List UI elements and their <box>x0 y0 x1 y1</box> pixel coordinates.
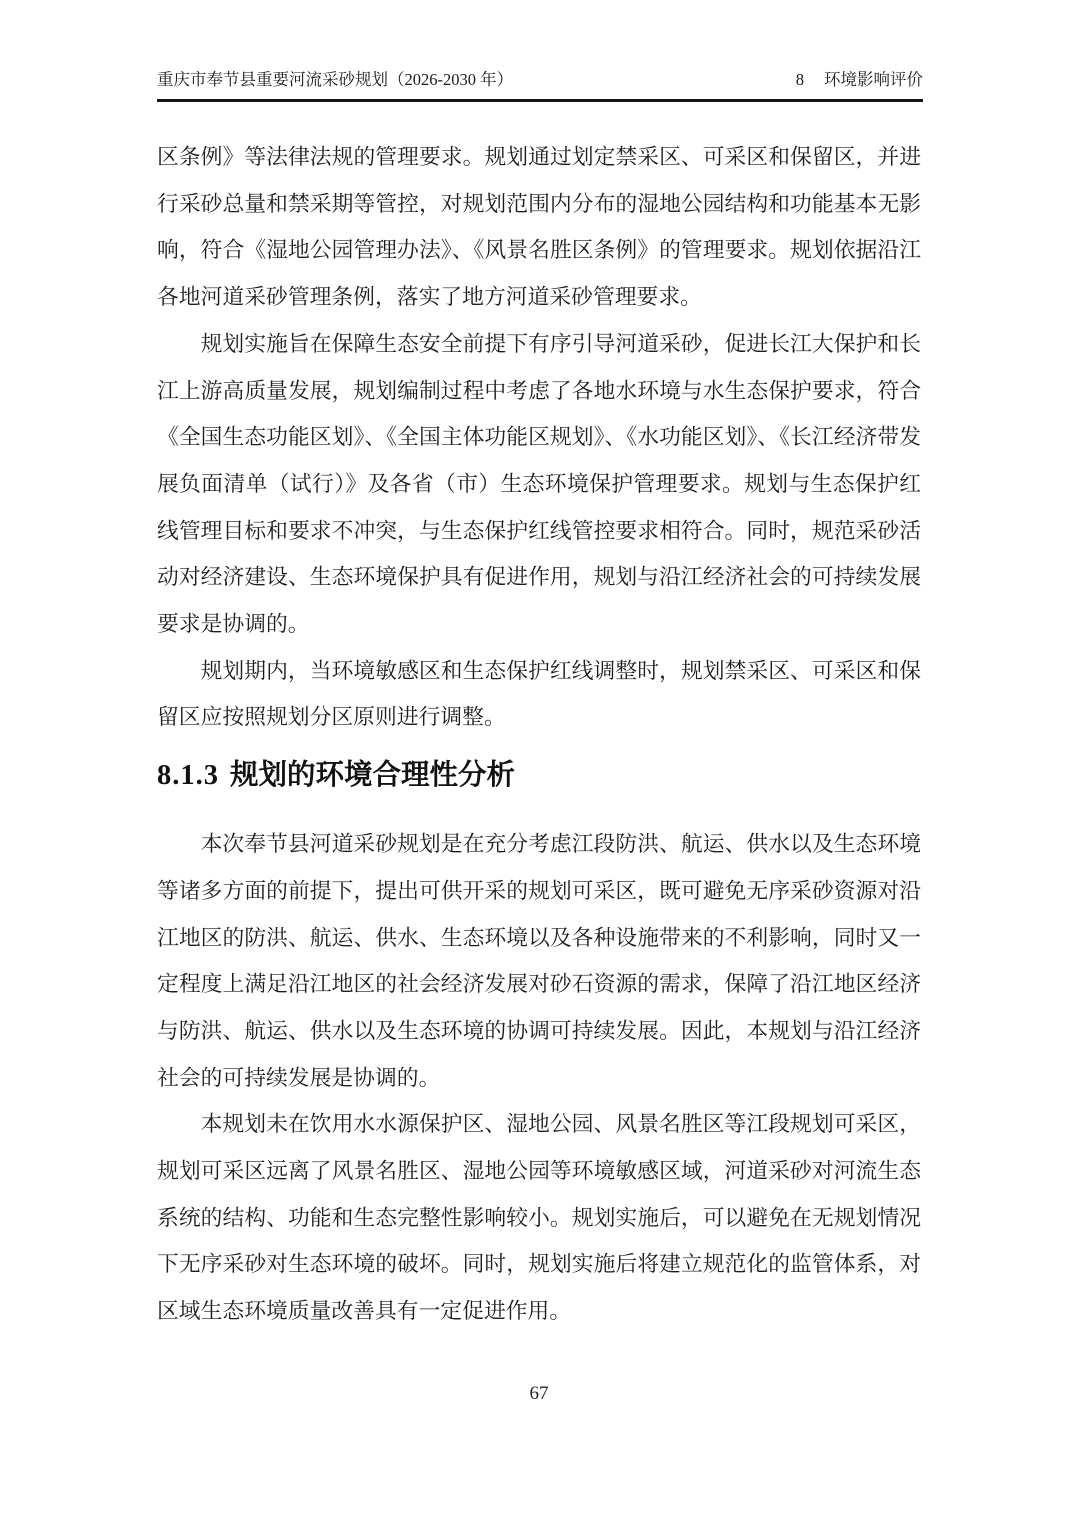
paragraph-continuation: 区条例》等法律法规的管理要求。规划通过划定禁采区、可采区和保留区，并进行采砂总量和禁采期等管控，对规划范围内分布的湿地公园结构和功能基本无影响，符合《湿地公园管理办法》、《风景名胜区条例》的管理要求。规划依据沿江各地河道采砂管理条例，落实了地方河道采砂管理要求。 <box>157 145 921 310</box>
page-footer <box>157 1383 921 1405</box>
page-body <box>157 134 921 1335</box>
header-rule <box>157 99 923 102</box>
paragraph: 规划期内，当环境敏感区和生态保护红线调整时，规划禁采区、可采区和保留区应按照规划分区原则进行调整。 <box>157 658 921 730</box>
section-title: 规划的环境合理性分析 <box>230 759 516 792</box>
header-chapter-title: 环境影响评价 <box>824 70 923 89</box>
header-chapter <box>796 70 923 91</box>
paragraph: 规划实施旨在保障生态安全前提下有序引导河道采砂，促进长江大保护和长江上游高质量发展，规划编制过程中考虑了各地水环境与水生态保护要求，符合《全国生态功能区划》、《全国主体功能区规划》、《水功能区划》、《长江经济带发展负面清单（试行）》及各省（市）生态环境保护管理要求。规划与生态保护红线管理目标和要求不冲突，与生态保护红线管控要求相符合。同时，规范采砂活动对经济建设、生态环境保护具有促进作用，规划与沿江经济社会的可持续发展要求是协调的。 <box>157 331 921 637</box>
section-heading-8-1-3 <box>157 755 921 796</box>
page-header <box>157 70 923 91</box>
paragraph: 本规划未在饮用水水源保护区、湿地公园、风景名胜区等江段规划可采区，规划可采区远离了风景名胜区、湿地公园等环境敏感区域，河道采砂对河流生态系统的结构、功能和生态完整性影响较小。规划实施后，可以避免在无规划情况下无序采砂对生态环境的破坏。同时，规划实施后将建立规范化的监管体系，对区域生态环境质量改善具有一定促进作用。 <box>157 1112 921 1324</box>
section-number: 8.1.3 <box>157 760 219 792</box>
page-number: 67 <box>529 1383 549 1404</box>
paragraph: 本次奉节县河道采砂规划是在充分考虑江段防洪、航运、供水以及生态环境等诸多方面的前提下，提出可供开采的规划可采区，既可避免无序采砂资源对沿江地区的防洪、航运、供水、生态环境以及各种设施带来的不利影响，同时又一定程度上满足沿江地区的社会经济发展对砂石资源的需求，保障了沿江地区经济与防洪、航运、供水以及生态环境的协调可持续发展。因此，本规划与沿江经济社会的可持续发展是协调的。 <box>157 832 921 1090</box>
header-document-title: 重庆市奉节县重要河流采砂规划（2026-2030 年） <box>157 70 514 89</box>
header-chapter-number: 8 <box>795 70 804 89</box>
